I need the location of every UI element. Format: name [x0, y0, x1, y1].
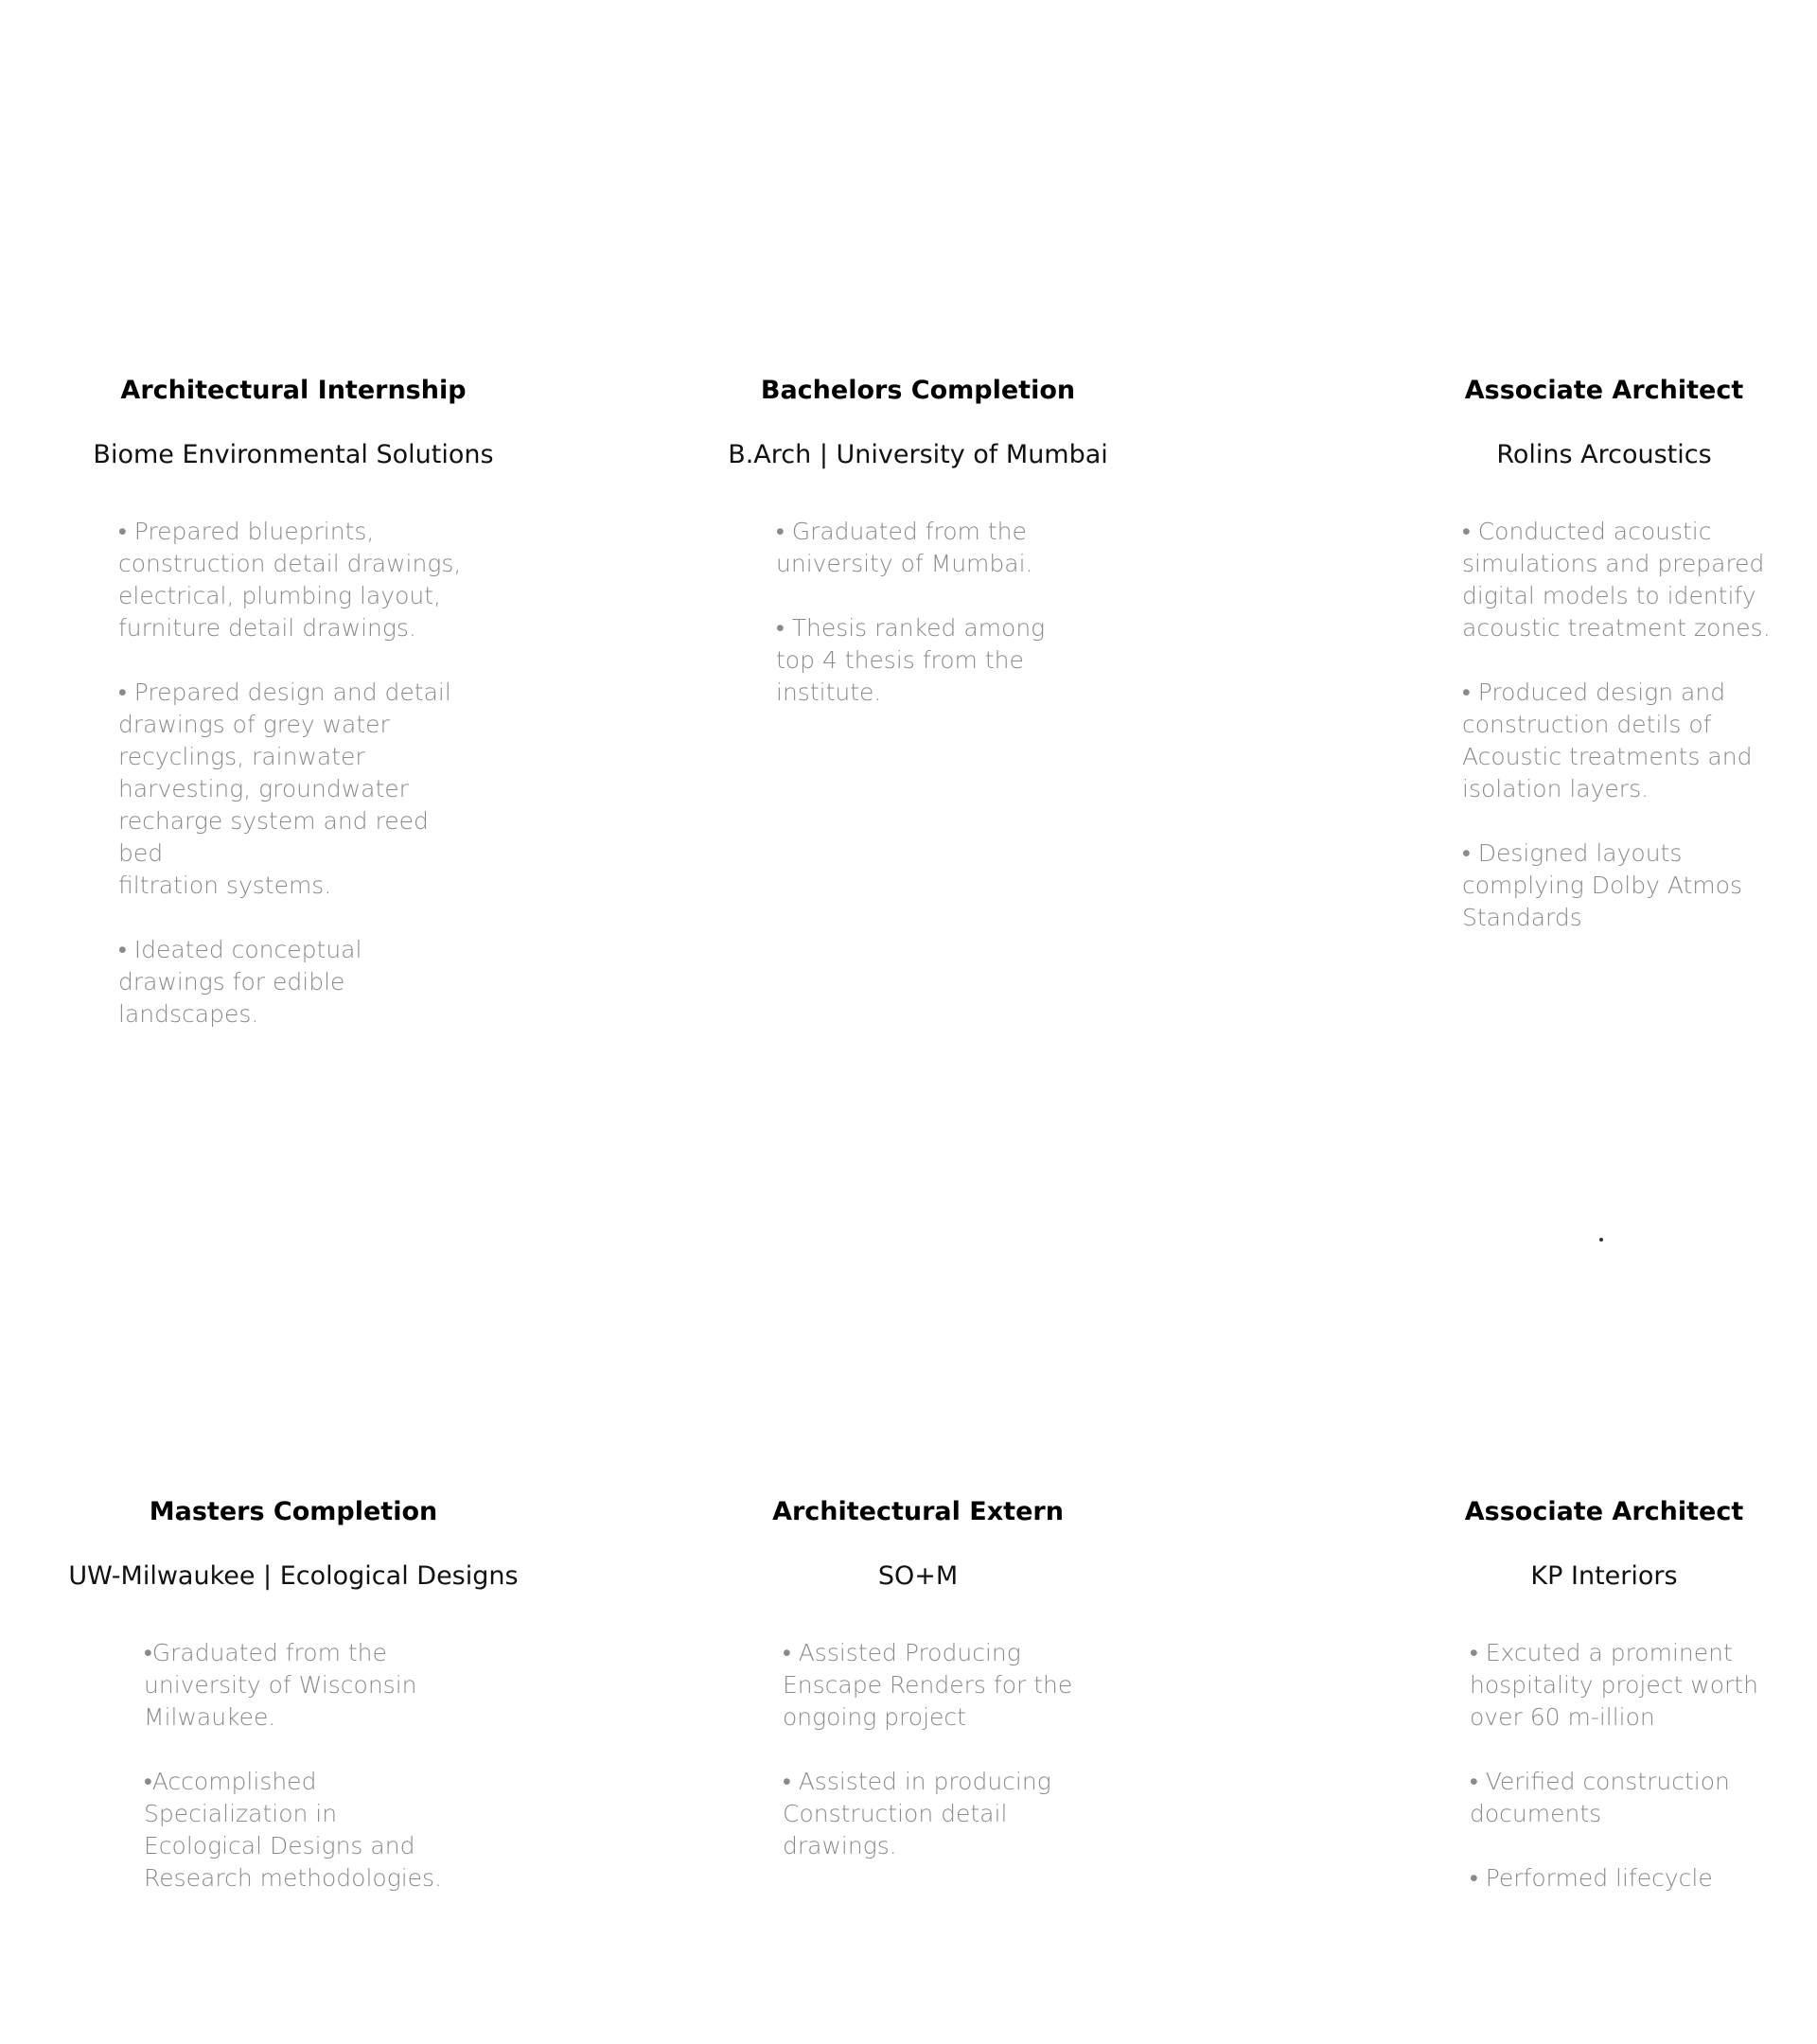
card-title: Associate Architect: [1464, 1497, 1744, 1526]
card-bullet-list: [776, 516, 1098, 741]
card-bullet: • Graduated from the university of Mumbai.: [776, 518, 1033, 577]
card-subtitle: KP Interiors: [1530, 1561, 1678, 1591]
card-subtitle: SO+M: [877, 1561, 959, 1591]
card-title: Associate Architect: [1464, 376, 1744, 405]
card-subtitle: Rolins Arcoustics: [1496, 440, 1712, 469]
card-bullet-list: [118, 516, 478, 1063]
decorative-dot: [1599, 1238, 1603, 1242]
timeline-card-masters-completion: [0, 1495, 587, 1892]
card-subtitle: Biome Environmental Solutions: [93, 440, 494, 469]
card-bullet: • Prepared design and detail drawings of grey water recyclings, rainwater harvesting, groundwater recharge system and reed bed filtration systems.: [118, 678, 451, 899]
card-bullet-list: [783, 1637, 1085, 1894]
timeline-card-architectural-extern: [625, 1495, 1211, 1859]
card-bullet: • Ideated conceptual drawings for edible landscapes.: [118, 936, 362, 1028]
card-title: Bachelors Completion: [760, 376, 1076, 405]
timeline-card-architectural-internship: [0, 374, 587, 1028]
card-bullet-list: [1462, 516, 1784, 966]
card-bullet: • Assisted in producing Construction detail drawings.: [783, 1768, 1051, 1859]
card-bullet: • Verified construction documents: [1470, 1768, 1730, 1827]
card-bullet: • Designed layouts complying Dolby Atmos Standards: [1462, 839, 1742, 931]
card-bullet: •Accomplished Specialization in Ecological Designs and Research methodologies.: [144, 1768, 443, 1892]
card-title: Masters Completion: [149, 1497, 438, 1526]
card-title: Architectural Internship: [120, 376, 467, 405]
card-bullet-list: [144, 1637, 447, 1927]
card-subtitle: UW-Milwaukee | Ecological Designs: [68, 1561, 519, 1591]
card-bullet: • Conducted acoustic simulations and prepared digital models to identify acoustic treatment zones.: [1462, 518, 1771, 642]
timeline-card-associate-architect-kp: [1311, 1495, 1817, 1892]
card-bullet: • Prepared blueprints, construction detail drawings, electrical, plumbing layout, furniture detail drawings.: [118, 518, 462, 642]
card-bullet: •Graduated from the university of Wisconsin Milwaukee.: [144, 1639, 417, 1731]
card-subtitle: B.Arch | University of Mumbai: [728, 440, 1108, 469]
card-bullet: • Performed lifecycle: [1470, 1864, 1713, 1892]
card-bullet: • Produced design and construction detils of Acoustic treatments and isolation layers.: [1462, 678, 1753, 802]
card-bullet: • Assisted Producing Enscape Renders for the ongoing project: [783, 1639, 1073, 1731]
card-bullet: • Excuted a prominent hospitality project worth over 60 m-illion: [1470, 1639, 1758, 1731]
timeline-card-associate-architect-rolins: [1311, 374, 1817, 931]
timeline-card-bachelors-completion: [625, 374, 1211, 706]
card-title: Architectural Extern: [772, 1497, 1064, 1526]
card-bullet-list: [1470, 1637, 1791, 1927]
card-bullet: • Thesis ranked among top 4 thesis from the institute.: [776, 614, 1046, 706]
